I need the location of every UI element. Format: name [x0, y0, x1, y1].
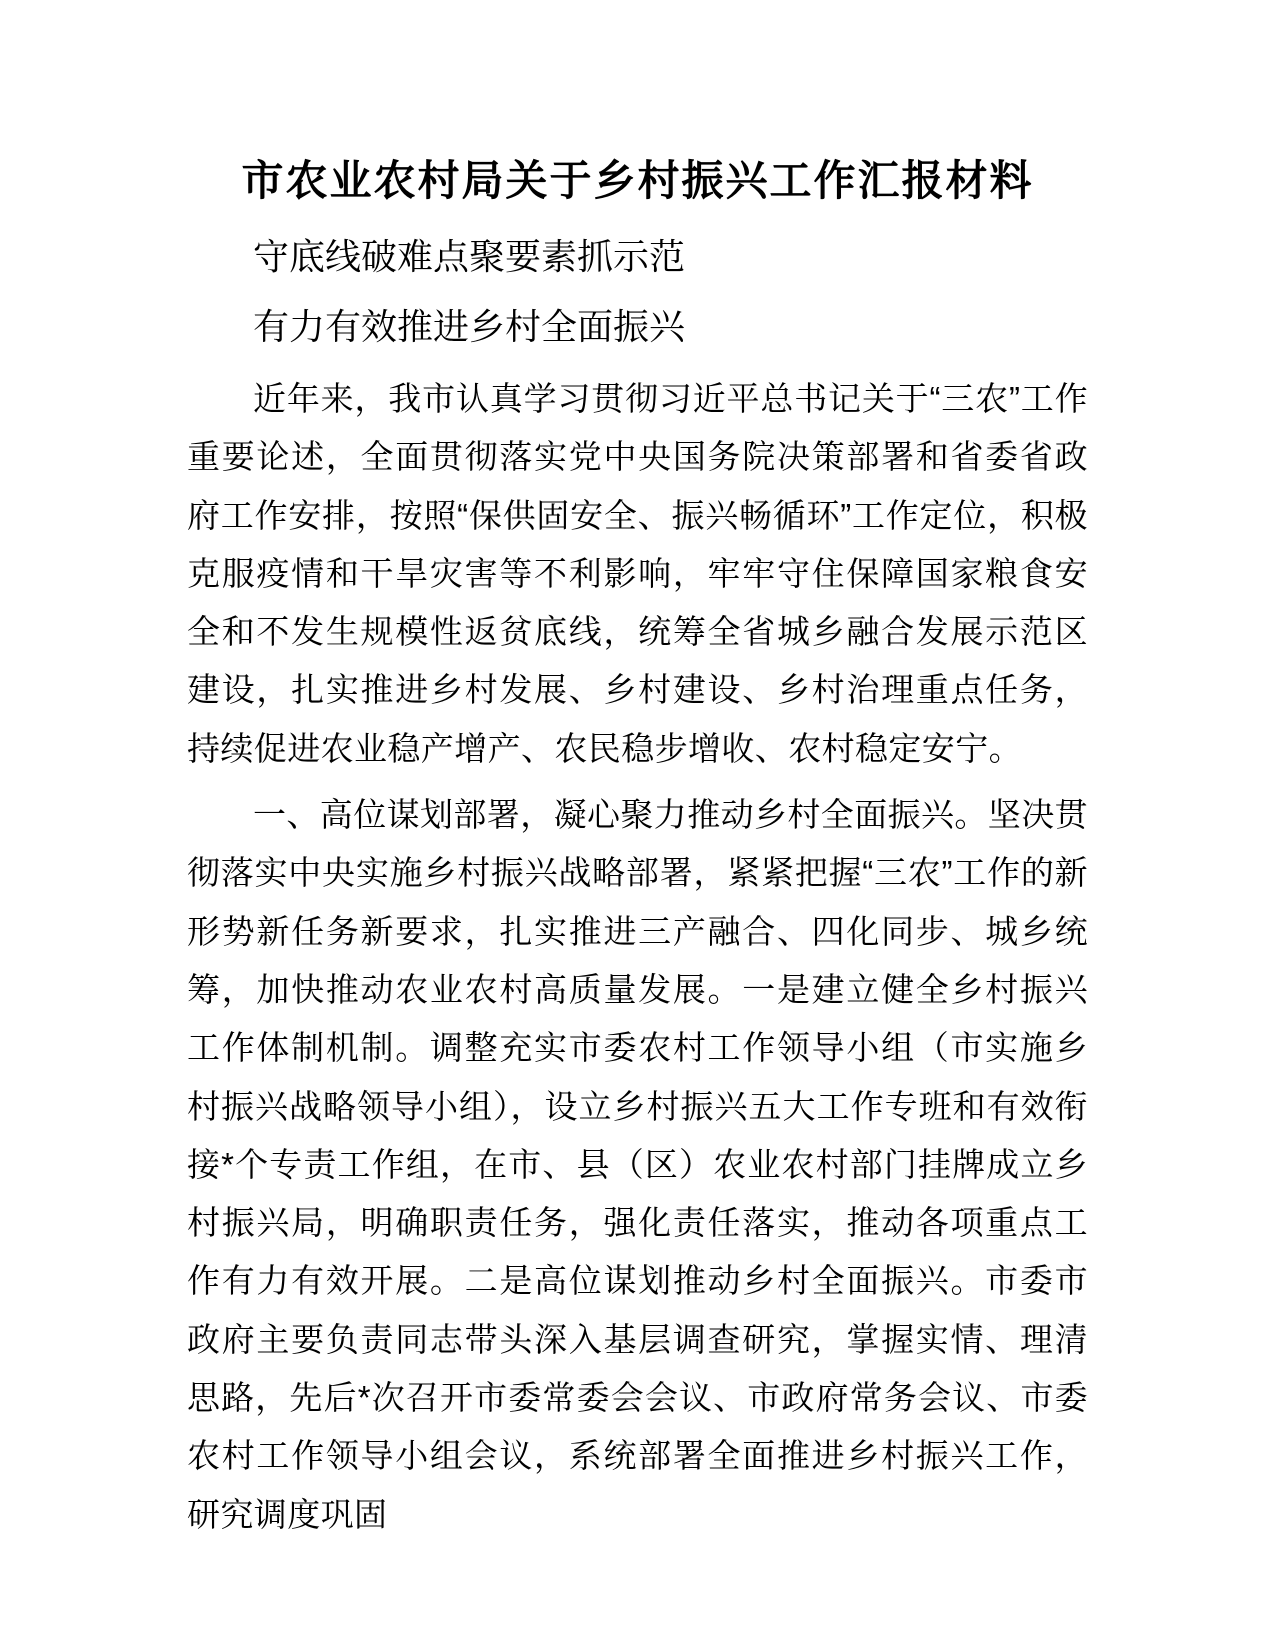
- document-title: 市农业农村局关于乡村振兴工作汇报材料: [241, 157, 1034, 204]
- document-subtitle-line-1: 守底线破难点聚要素抓示范: [253, 236, 686, 277]
- paragraph-section-one: 一、高位谋划部署，凝心聚力推动乡村全面振兴。坚决贯彻落实中央实施乡村振兴战略部署，紧紧把握“三农”工作的新形势新任务新要求，扎实推进三产融合、四化同步、城乡统筹，加快推动农业农村高质量发展。一是建立健全乡村振兴工作体制机制。调整充实市委农村工作领导小组（市实施乡村振兴战略领导小组），设立乡村振兴五大工作专班和有效衔接*个专责工作组，在市、县（区）农业农村部门挂牌成立乡村振兴局，明确职责任务，强化责任落实，推动各项重点工作有力有效开展。二是高位谋划推动乡村全面振兴。市委市政府主要负责同志带头深入基层调查研究，掌握实情、理清思路，先后*次召开市委常委会会议、市政府常务会议、市委农村工作领导小组会议，系统部署全面推进乡村振兴工作，研究调度巩固: [187, 796, 1088, 1533]
- paragraph-introduction: 近年来，我市认真学习贯彻习近平总书记关于“三农”工作重要论述，全面贯彻落实党中央国务院决策部署和省委省政府工作安排，按照“保供固安全、振兴畅循环”工作定位，积极克服疫情和干旱灾害等不利影响，牢牢守住保障国家粮食安全和不发生规模性返贫底线，统筹全省城乡融合发展示范区建设，扎实推进乡村发展、乡村建设、乡村治理重点任务，持续促进农业稳产增产、农民稳步增收、农村稳定安宁。: [187, 380, 1088, 767]
- document-subtitle-line-2: 有力有效推进乡村全面振兴: [253, 306, 686, 347]
